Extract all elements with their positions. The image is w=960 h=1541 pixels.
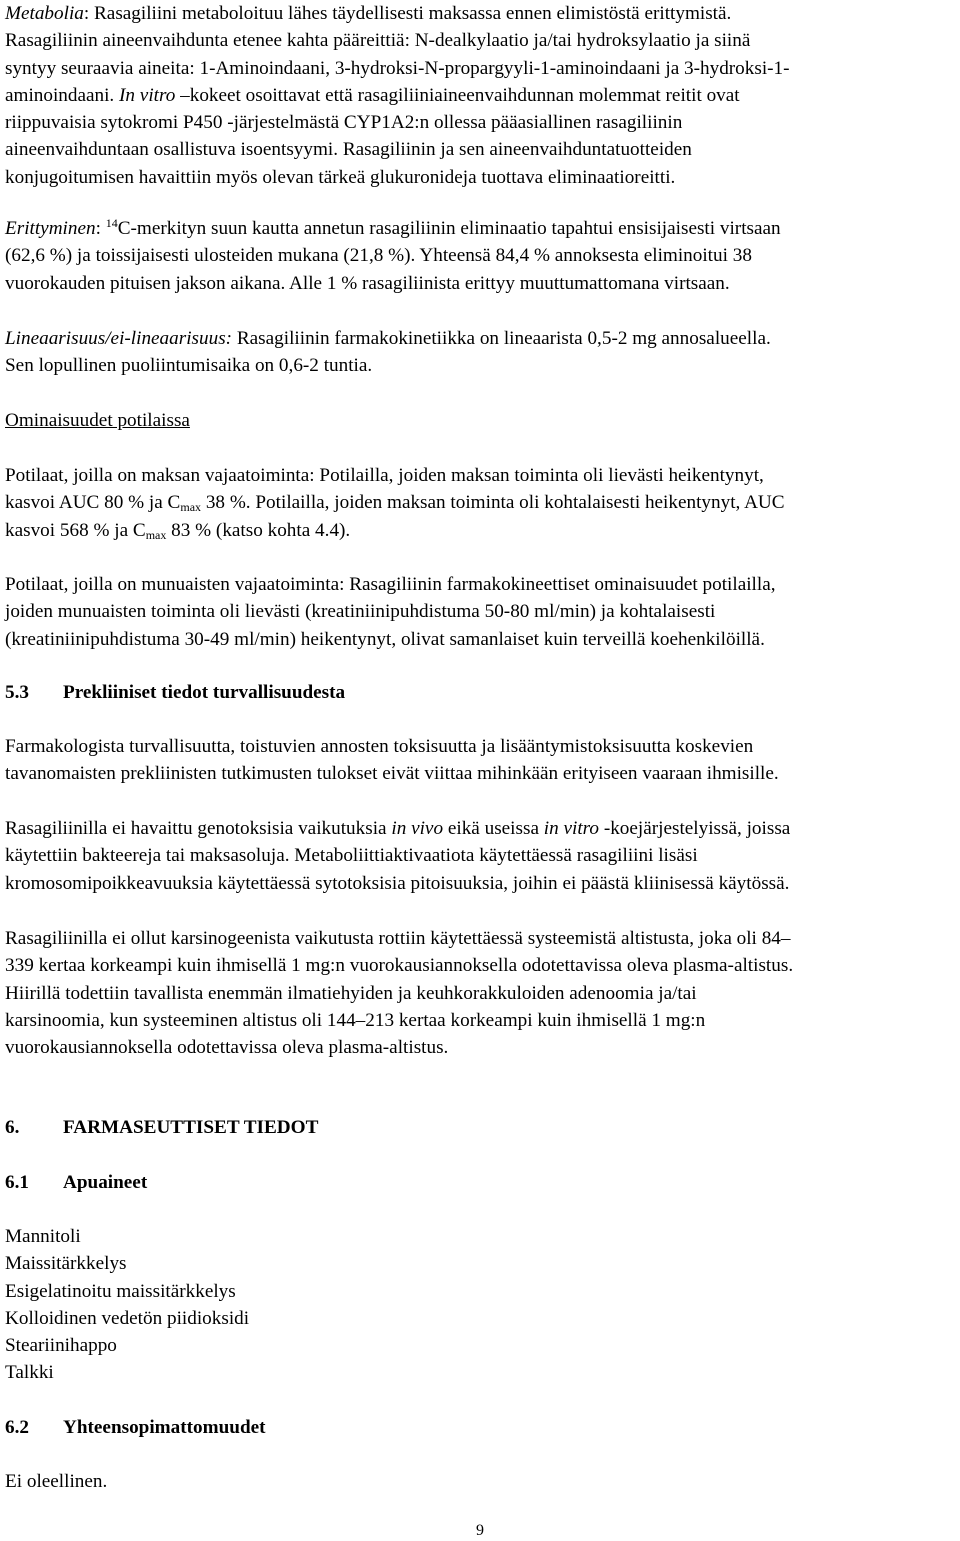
section-heading-6-1: 6.1 Apuaineet (5, 1172, 148, 1193)
page-number: 9 (476, 1522, 484, 1539)
list-item: Kolloidinen vedetön piidioksidi (5, 1307, 250, 1329)
paragraph-munuainen: Potilaat, joilla on munuaisten vajaatoiminta: Rasagiliinin farmakokineettiset ominaisuudet potilailla, joiden munuaisten toiminta oli lievästi (kreatiniinipuhdistuma 50-80 ml/min) ja kohtalaisesti (kreatiniinipuhdistuma 30-49 ml/min) heikentynyt, olivat samanlaiset kuin terveillä koehenkilöillä. (5, 574, 776, 650)
list-item: Mannitoli (5, 1226, 81, 1247)
erittyminen-label: Erittyminen (5, 218, 96, 239)
ominaisuudet-heading: Ominaisuudet potilaissa (5, 410, 190, 431)
apuaineet-list (5, 1223, 249, 1387)
paragraph-erittyminen: Erittyminen: $^{14}$C-merkityn suun kautta annetun rasagiliinin eliminaatio tapahtui ensisijaisesti virtsaan (62,6 %) ja toissijaisesti ulosteiden mukana (21,8 %). Yhteensä 84,4 % annoksesta eliminoitui 38 vuorokauden pituisen jakson aikana. Alle 1 % rasagiliinista erittyy muuttumattomana virtsaan. (5, 216, 781, 294)
paragraph-karsinogeenisuus: Rasagiliinilla ei ollut karsinogeenista vaikutusta rottiin käytettäessä systeemistä altistusta, joka oli 84– 339 kertaa korkeampi kuin ihmisellä 1 mg:n vuorokausiannoksella odotettavissa oleva plasma-altistus. Hiirillä todettiin tavallista enemmän ilmatiehyiden ja keuhkorakkuloiden adenoomia ja/tai karsinoomia, kun systeeminen altistus oli 144–213 kertaa korkeampi kuin ihmisellä 1 mg:n vuorokausiannoksella odotettavissa oleva plasma-altistus. (5, 928, 794, 1059)
list-item: Steariinihappo (5, 1335, 117, 1357)
list-item: Esigelatinoitu maissitärkkelys (5, 1280, 236, 1302)
metabolia-label: Metabolia (5, 3, 84, 24)
section-heading-5-3: 5.3 Prekliiniset tiedot turvallisuudesta (5, 682, 346, 703)
paragraph-yhteensopimattomuudet: Ei oleellinen. (5, 1471, 108, 1492)
paragraph-metabolia: Metabolia: Rasagiliini metaboloituu lähes täydellisesti maksassa ennen elimistöstä erittymistä. Rasagiliinin aineenvaihdunta etenee kahta pääreittiä: N-dealkylaatio ja/tai hydroksylaatio ja siinä syntyy seuraavia aineita: 1-Aminoindaani, 3-hydroksi-N-propargyyli-1-aminoindaani ja 3-hydroksi-1- aminoindaani. In vitro –kokeet osoittavat että rasagiliiniaineenvaihdunnan molemmat reitit ovat riippuvaisia sytokromi P450 -järjestelmästä CYP1A2:n ollessa pääasiallinen rasagiliinin aineenvaihduntaan osallistuva isoentsyymi. Rasagiliinin ja sen aineenvaihduntatuotteiden konjugoitumisen havaittiin myös olevan tärkeä glukuronideja tuottava eliminaatioreitti. (5, 3, 790, 188)
paragraph-farmakologista: Farmakologista turvallisuutta, toistuvien annosten toksisuutta ja lisääntymistoksisuutta koskevien tavanomaisten prekliinisten tutkimusten tulokset eivät viittaa mihinkään erityiseen vaaraan ihmisille. (5, 736, 779, 785)
section-heading-6-2: 6.2 Yhteensopimattomuudet (5, 1417, 266, 1438)
paragraph-genotoksisuus: Rasagiliinilla ei havaittu genotoksisia vaikutuksia in vivo eikä useissa in vitro -koejärjestelyissä, joissa käytettiin bakteereja tai maksasoluja. Metaboliittiaktivaatiota käytettäessä rasagiliini lisäsi kromosomipoikkeavuuksia käytettäessä sytotoksisia pitoisuuksia, joihin ei päästä kliinisessä käytössä. (5, 818, 791, 894)
section-heading-6: 6. FARMASEUTTISET TIEDOT (5, 1117, 319, 1138)
lineaarisuus-label: Lineaarisuus/ei-lineaarisuus: (5, 328, 233, 349)
list-item: Talkki (5, 1362, 54, 1384)
list-item: Maissitärkkelys (5, 1253, 127, 1275)
paragraph-lineaarisuus: Lineaarisuus/ei-lineaarisuus: Rasagiliinin farmakokinetiikka on lineaarista 0,5-2 mg annosalueella. Sen lopullinen puoliintumisaika on 0,6-2 tuntia. (5, 328, 771, 377)
paragraph-maksa: Potilaat, joilla on maksan vajaatoiminta: Potilailla, joiden maksan toiminta oli lievästi heikentynyt, kasvoi AUC 80 % ja $C_{max}$ 38 %. Potilailla, joiden maksan toiminta oli kohtalaisesti heikentynyt, AUC kasvoi 568 % ja $C_{max}$ 83 % (katso kohta 4.4). (5, 465, 785, 542)
